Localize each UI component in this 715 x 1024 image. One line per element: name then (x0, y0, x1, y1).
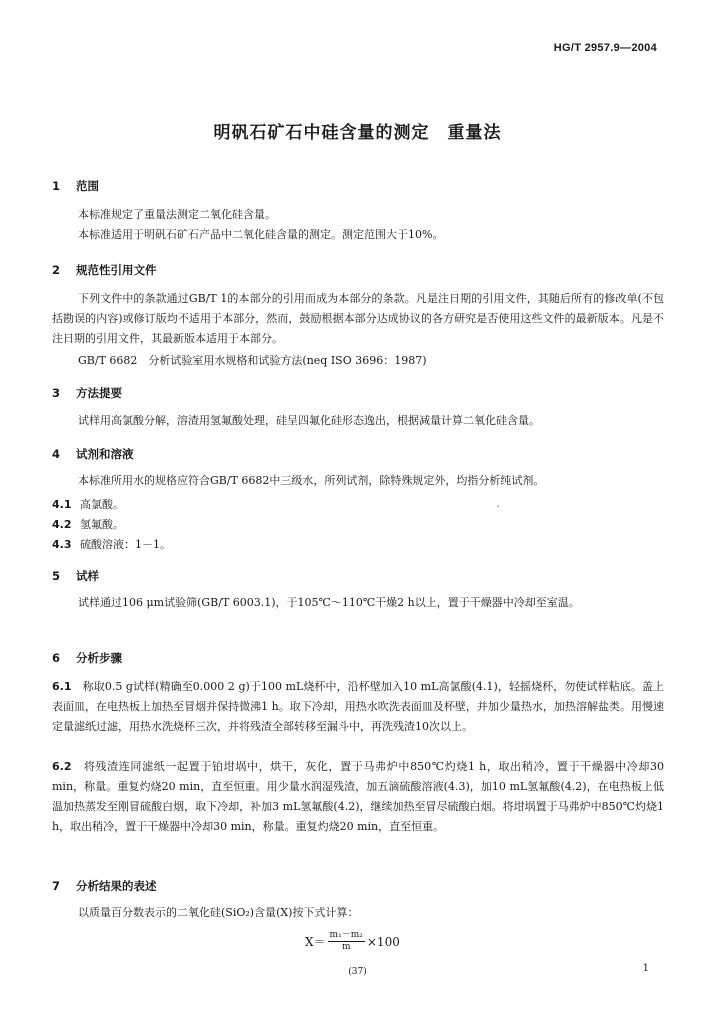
formula-fraction (328, 930, 365, 953)
numerator-a: m₁ (329, 930, 342, 940)
section-1-paragraph-2: 本标准适用于明矾石矿石产品中二氧化硅含量的测定。测定范围大于10%。 (78, 228, 444, 241)
stray-mark: ′ (497, 505, 500, 516)
section-title: 试样 (76, 569, 99, 583)
numerator-b: m₂ (350, 930, 363, 940)
page-number: 1 (642, 963, 649, 974)
section-5-heading (52, 568, 99, 584)
section-number: 4 (52, 447, 61, 461)
formula-denominator: m (341, 942, 351, 952)
step-text: 将残渣连同滤纸一起置于铂坩埚中，烘干，灰化，置于马弗炉中850℃灼烧1 h，取出稍冷，置于干燥器中冷却30 min，称量。重复灼烧20 min，直至恒重。用少量水润湿残渣，加五滴硫酸溶液(4.3)，加10 mL氢氟酸(4.2)，在电热板上低温加热蒸发至刚冒硫酸白烟，取下冷却，补加3 mL氢氟酸(4.2)，继续加热至冒尽硫酸白烟。将坩埚置于马弗炉中850℃灼烧1 h，取出稍冷，置于干燥器中冷却30 min，称量。重复灼烧20 min，直至恒重。 (52, 760, 665, 833)
standard-code: HG/T 2957.9—2004 (553, 42, 657, 54)
section-number: 1 (52, 179, 61, 193)
section-title: 分析步骤 (76, 651, 122, 665)
step-number: 6.1 (52, 680, 72, 693)
reagent-item (52, 516, 124, 532)
item-number: 4.3 (52, 538, 72, 551)
section-7-heading (52, 878, 157, 894)
formula (305, 930, 400, 953)
step-number: 6.2 (52, 760, 72, 773)
section-6-heading (52, 650, 122, 666)
reagent-item (52, 536, 171, 552)
formula-numerator (328, 930, 365, 942)
section-4-heading (52, 446, 134, 462)
section-7-paragraph: 以质量百分数表示的二氧化硅(SiO₂)含量(X)按下式计算： (78, 906, 359, 919)
section-number: 3 (52, 386, 61, 400)
section-3-paragraph: 试样用高氯酸分解，溶渣用氢氟酸处理，硅呈四氟化硅形态逸出，根据减量计算二氧化硅含量。 (78, 414, 540, 427)
step-text: 称取0.5 g试样(精确至0.000 2 g)于100 mL烧杯中，沿杯壁加入10 mL高氯酸(4.1)，轻摇烧杯，勿使试样粘底。盖上表面皿，在电热板上加热至冒烟并保持微沸1 h。取下冷却，用热水吹洗表面皿及杯壁，并加少量热水，加热溶解盐类。用慢速定量滤纸过滤，用热水洗烧杯三次，并将残渣全部转移至漏斗中，再洗残渣10次以上。 (52, 680, 665, 733)
section-number: 2 (52, 263, 61, 277)
section-title: 试剂和溶液 (76, 447, 134, 461)
section-number: 7 (52, 879, 61, 893)
page-sequence: (37) (348, 967, 367, 977)
section-2-paragraph: 下列文件中的条款通过GB/T 1的本部分的引用而成为本部分的条款。凡是注日期的引用文件，其随后所有的修改单(不包括勘误的内容)或修订版均不适用于本部分，然而，鼓励根据本部分达成协议的各方研究是否使用这些文件的最新版本。凡是不注日期的引用文件，其最新版本适用于本部分。 (52, 292, 664, 345)
numerator-op: － (341, 930, 351, 940)
step-6-2 (52, 757, 664, 837)
item-number: 4.2 (52, 518, 72, 531)
section-number: 5 (52, 569, 61, 583)
section-5-paragraph: 试样通过106 μm试验筛(GB/T 6003.1)，于105℃～110℃干燥2 h以上，置于干燥器中冷却至室温。 (78, 596, 580, 609)
section-2-heading (52, 262, 157, 278)
formula-lhs: X＝ (305, 935, 326, 949)
section-number: 6 (52, 651, 61, 665)
item-number: 4.1 (52, 498, 72, 511)
section-title: 方法提要 (76, 386, 122, 400)
section-title: 规范性引用文件 (76, 263, 157, 277)
reagent-item (52, 496, 124, 512)
step-6-1 (52, 677, 664, 737)
item-text: 高氯酸。 (80, 498, 124, 511)
item-text: 氢氟酸。 (80, 518, 124, 531)
section-title: 范围 (76, 179, 99, 193)
page-title: 明矾石矿石中硅含量的测定 重量法 (213, 123, 502, 143)
formula-rhs: ×100 (366, 934, 400, 949)
section-4-paragraph: 本标准所用水的规格应符合GB/T 6682中三级水，所列试剂，除特殊规定外，均指分析纯试剂。 (78, 474, 545, 487)
section-title: 分析结果的表述 (76, 879, 157, 893)
normative-reference: GB/T 6682 分析试验室用水规格和试验方法(neq ISO 3696：1987) (78, 354, 427, 367)
section-1-heading (52, 178, 99, 194)
item-text: 硫酸溶液：1－1。 (80, 538, 171, 551)
section-3-heading (52, 385, 122, 401)
section-1-paragraph-1: 本标准规定了重量法测定二氧化硅含量。 (78, 208, 276, 221)
